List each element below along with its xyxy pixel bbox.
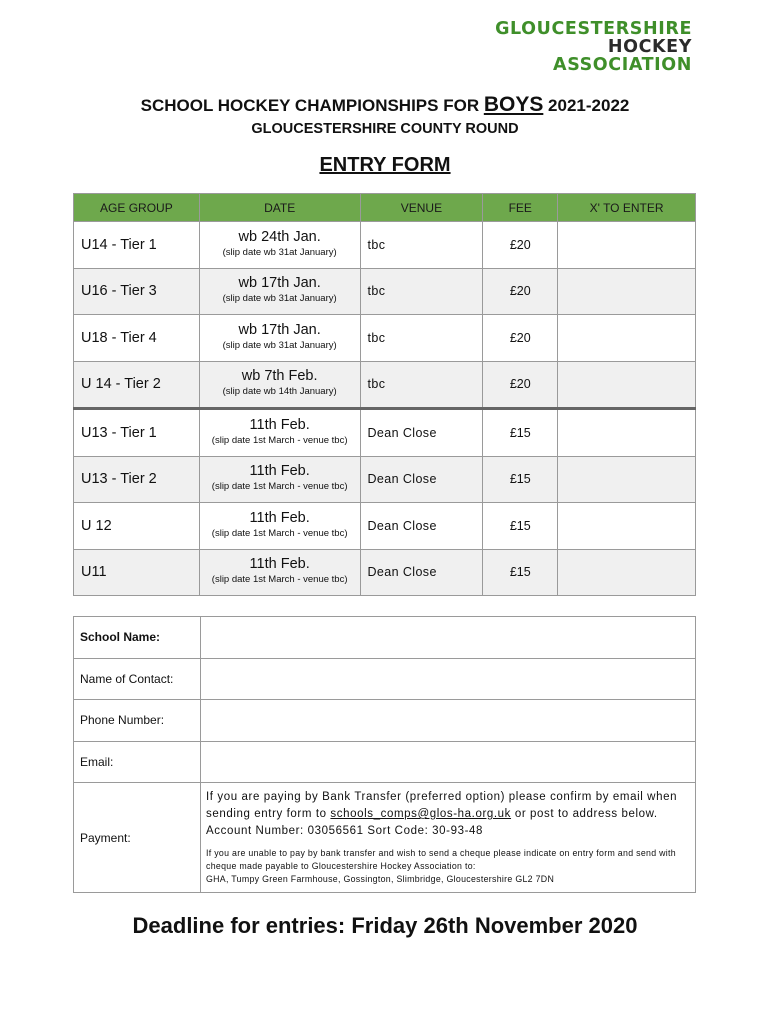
- date-main: wb 17th Jan.: [238, 275, 321, 292]
- entries-table: [73, 193, 696, 596]
- contact-row: [74, 658, 696, 700]
- table-row: [74, 361, 696, 409]
- age-group-cell: U13 - Tier 1: [74, 409, 200, 457]
- venue-cell: tbc: [360, 222, 483, 269]
- table-row: [74, 268, 696, 315]
- fee-cell: £15: [483, 456, 558, 503]
- slip-date: (slip date wb 31at January): [222, 339, 337, 351]
- age-group-cell: U11: [74, 549, 200, 596]
- date-main: 11th Feb.: [249, 556, 310, 573]
- title-boys: BOYS: [483, 93, 544, 116]
- enter-cell[interactable]: [558, 409, 696, 457]
- title-year: 2021-2022: [543, 96, 630, 115]
- date-cell: [199, 268, 360, 315]
- date-cell: [199, 361, 360, 409]
- date-cell: [199, 456, 360, 503]
- venue-cell: Dean Close: [360, 503, 483, 550]
- date-cell: [199, 503, 360, 550]
- date-main: wb 24th Jan.: [238, 228, 321, 245]
- date-main: wb 17th Jan.: [238, 321, 321, 338]
- fee-cell: £15: [483, 549, 558, 596]
- school-name-row: [74, 617, 696, 659]
- cheque-text: If you are unable to pay by bank transfer and wish to send a cheque please indicate on entry form and send with cheque made payable to Gloucestershire Hockey Association to:: [206, 848, 676, 871]
- date-main: 11th Feb.: [249, 463, 310, 480]
- payment-email-link[interactable]: schools_comps@glos-ha.org.uk: [330, 808, 512, 820]
- slip-date: (slip date 1st March - venue tbc): [211, 481, 348, 493]
- slip-date: (slip date wb 31at January): [222, 246, 337, 258]
- date-cell: [199, 409, 360, 457]
- contact-label: Name of Contact:: [74, 658, 201, 700]
- venue-cell: Dean Close: [360, 549, 483, 596]
- fee-cell: £20: [483, 361, 558, 409]
- logo-line-1: GLOUCESTERSHIRE: [495, 19, 692, 39]
- slip-date: (slip date 1st March - venue tbc): [211, 434, 348, 446]
- venue-cell: Dean Close: [360, 409, 483, 457]
- school-name-field[interactable]: [201, 617, 696, 659]
- age-group-cell: U14 - Tier 1: [74, 222, 200, 269]
- date-main: 11th Feb.: [249, 416, 310, 433]
- logo-line-3: ASSOCIATION: [553, 55, 692, 75]
- age-group-cell: U18 - Tier 4: [74, 315, 200, 362]
- email-field[interactable]: [201, 741, 696, 783]
- header-venue: VENUE: [360, 194, 483, 222]
- phone-row: [74, 700, 696, 742]
- cheque-instructions: [206, 847, 689, 886]
- deadline-notice: Deadline for entries: Friday 26th November 2020: [132, 913, 638, 938]
- table-row: [74, 222, 696, 269]
- email-row: [74, 741, 696, 783]
- enter-cell[interactable]: [558, 315, 696, 362]
- fee-cell: £15: [483, 503, 558, 550]
- header-enter: X' TO ENTER: [558, 194, 696, 222]
- school-name-label: School Name:: [74, 617, 201, 659]
- table-row: [74, 549, 696, 596]
- enter-cell[interactable]: [558, 268, 696, 315]
- logo-line-2: HOCKEY: [607, 37, 692, 57]
- email-label: Email:: [74, 741, 201, 783]
- venue-cell: tbc: [360, 268, 483, 315]
- date-main: wb 7th Feb.: [241, 368, 318, 385]
- contact-field[interactable]: [201, 658, 696, 700]
- table-row: [74, 503, 696, 550]
- gha-logo: [495, 20, 692, 74]
- header-age-group: AGE GROUP: [74, 194, 200, 222]
- fee-cell: £15: [483, 409, 558, 457]
- table-header-row: [74, 194, 696, 222]
- postal-address: GHA, Tumpy Green Farmhouse, Gossington, Slimbridge, Gloucestershire GL2 7DN: [206, 874, 555, 884]
- payment-instructions: [206, 789, 689, 840]
- enter-cell[interactable]: [558, 361, 696, 409]
- enter-cell[interactable]: [558, 503, 696, 550]
- age-group-cell: U13 - Tier 2: [74, 456, 200, 503]
- slip-date: (slip date wb 14th January): [222, 386, 337, 398]
- age-group-cell: U 12: [74, 503, 200, 550]
- venue-cell: Dean Close: [360, 456, 483, 503]
- fee-cell: £20: [483, 222, 558, 269]
- payment-label: Payment:: [74, 783, 201, 893]
- page-title: [0, 93, 770, 117]
- form-heading: ENTRY FORM: [319, 154, 451, 176]
- slip-date: (slip date 1st March - venue tbc): [211, 574, 348, 586]
- header-date: DATE: [199, 194, 360, 222]
- slip-date: (slip date wb 31at January): [222, 293, 337, 305]
- date-main: 11th Feb.: [249, 509, 310, 526]
- title-prefix: SCHOOL HOCKEY CHAMPIONSHIPS FOR: [140, 96, 484, 115]
- date-cell: [199, 315, 360, 362]
- payment-info: [201, 783, 696, 893]
- school-details-table: [73, 616, 696, 893]
- date-cell: [199, 222, 360, 269]
- slip-date: (slip date 1st March - venue tbc): [211, 527, 348, 539]
- fee-cell: £20: [483, 268, 558, 315]
- payment-text-1: If you are paying by Bank Transfer (preferred option) please confirm by email when sending entry form to: [206, 791, 678, 820]
- header-fee: FEE: [483, 194, 558, 222]
- venue-cell: tbc: [360, 361, 483, 409]
- venue-cell: tbc: [360, 315, 483, 362]
- table-row: [74, 456, 696, 503]
- phone-label: Phone Number:: [74, 700, 201, 742]
- page-subtitle: GLOUCESTERSHIRE COUNTY ROUND: [251, 121, 519, 137]
- enter-cell[interactable]: [558, 222, 696, 269]
- phone-field[interactable]: [201, 700, 696, 742]
- age-group-cell: U16 - Tier 3: [74, 268, 200, 315]
- account-details: Account Number: 03056561 Sort Code: 30-93-48: [206, 825, 484, 837]
- payment-row: [74, 783, 696, 893]
- date-cell: [199, 549, 360, 596]
- enter-cell[interactable]: [558, 456, 696, 503]
- enter-cell[interactable]: [558, 549, 696, 596]
- payment-text-2: or post to address below.: [511, 808, 658, 820]
- fee-cell: £20: [483, 315, 558, 362]
- age-group-cell: U 14 - Tier 2: [74, 361, 200, 409]
- table-row: [74, 409, 696, 457]
- table-row: [74, 315, 696, 362]
